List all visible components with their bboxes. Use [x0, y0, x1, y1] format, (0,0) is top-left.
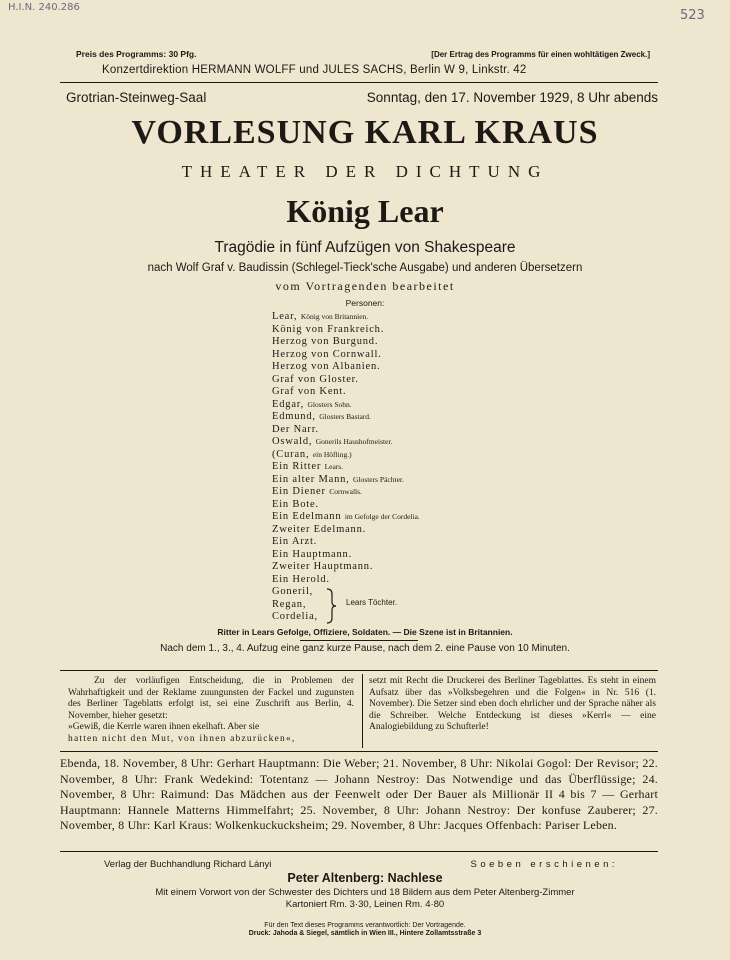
ebenda-bottom-rule [60, 851, 658, 852]
person-entry: König von Frankreich. [272, 323, 385, 335]
person-entry: Graf von Gloster. [272, 373, 359, 385]
person-entry: Ein Edelmann im Gefolge der Cordelia. [272, 511, 420, 522]
scene-note: Ritter in Lears Gefolge, Offiziere, Soldaten. — Die Szene ist in Britannien. [217, 627, 513, 637]
person-entry: Graf von Kent. [272, 386, 347, 397]
responsibility-note: Für den Text dieses Programms verantwortlich: Der Vortragende. [264, 922, 466, 929]
notice-quote-line: hatten nicht den Mut, von ihnen abzurücken«, [68, 733, 296, 744]
person-entry: Ein Hauptmann. [272, 548, 353, 560]
notice-quote-line: »Gewiß, die Kerrle waren ihnen ekelhaft. Aber sie [68, 722, 260, 732]
person-entry: Ein Arzt. [272, 536, 318, 547]
price-note: Preis des Programms: 30 Pfg. [76, 49, 197, 59]
daughter-entry: Goneril, [272, 586, 314, 597]
venue: Grotrian-Steinweg-Saal [66, 90, 207, 105]
play-genre: Tragödie in fünf Aufzügen von Shakespeare [214, 239, 516, 256]
person-entry: Edmund, Glosters Bastard. [272, 411, 371, 422]
notice-left-column [68, 676, 354, 745]
daughters-note: Lears Töchter. [346, 598, 397, 607]
printer-note: Druck: Jahoda & Siegel, sämtlich in Wien III., Hintere Zollamtsstraße 3 [248, 930, 482, 937]
notice-right-column [369, 676, 656, 734]
archive-signature: H.I.N. 240.286 [8, 2, 80, 13]
person-entry: Ein Bote. [272, 498, 319, 510]
person-entry: Ein Diener Cornwalls. [272, 486, 362, 497]
person-entry: Zweiter Hauptmann. [272, 561, 374, 572]
daughter-entry: Cordelia, [272, 611, 318, 622]
person-entry: Ein Herold. [272, 573, 330, 585]
person-entry: Edgar, Glosters Sohn. [272, 398, 352, 410]
notice-bottom-rule [60, 751, 658, 752]
person-entry: Zweiter Edelmann. [272, 523, 367, 535]
translation-credit: nach Wolf Graf v. Baudissin (Schlegel-Tieck'sche Ausgabe) und anderen Übersetzern [147, 262, 583, 274]
folio-number: 523 [680, 8, 705, 23]
person-entry: Oswald, Gonerils Haushofmeister. [272, 436, 393, 447]
daughter-entry: Regan, [272, 598, 307, 610]
book-description: Mit einem Vorwort von der Schwester des Dichters und 18 Bildern aus dem Peter Altenberg-Zimmer [155, 887, 575, 898]
book-title: Peter Altenberg: Nachlese [287, 871, 443, 885]
person-entry: Herzog von Burgund. [272, 336, 379, 347]
pause-note: Nach dem 1., 3., 4. Aufzug eine ganz kurze Pause, nach dem 2. eine Pause von 10 Minuten. [160, 643, 570, 654]
soeben-erschienen: Soeben erschienen: [470, 859, 618, 870]
concert-agency: Konzertdirektion HERMANN WOLFF und JULES SACHS, Berlin W 9, Linkstr. 42 [102, 64, 527, 76]
person-entry: Ein alter Mann, Glosters Pächter. [272, 473, 404, 485]
notice-top-rule [60, 670, 658, 671]
subtitle: THEATER DER DICHTUNG [181, 162, 549, 181]
person-entry: Lear, König von Britannien. [272, 311, 369, 322]
proceeds-note: [Der Ertrag des Programms für einen wohltätigen Zweck.] [431, 50, 650, 59]
notice-left-text: Zu der vorläufigen Entscheidung, die in Problemen der Wahrhaftigkeit und der Reklame zuungunsten der Fackel und zugunsten des Berliner Tageblatts erfolgt ist, sei eine Zuschrift aus Berlin, 4. November, hieher gesetzt: [68, 676, 354, 721]
header-rule [60, 82, 658, 83]
event-date: Sonntag, den 17. November 1929, 8 Uhr abends [366, 90, 658, 105]
play-title: König Lear [286, 193, 444, 229]
scene-underline [300, 640, 418, 641]
person-entry: Herzog von Albanien. [272, 361, 381, 372]
brace-icon [325, 588, 339, 624]
main-title: VORLESUNG KARL KRAUS [131, 114, 599, 151]
publisher-name: Verlag der Buchhandlung Richard Lányi [104, 859, 272, 870]
person-entry: Herzog von Cornwall. [272, 348, 382, 360]
persons-heading: Personen: [345, 298, 385, 308]
editor-credit: vom Vortragenden bearbeitet [275, 279, 455, 293]
person-entry: Der Narr. [272, 423, 319, 435]
notice-divider [362, 674, 363, 748]
upcoming-performances: Ebenda, 18. November, 8 Uhr: Gerhart Hauptmann: Die Weber; 21. November, 8 Uhr: Nikolai Gogol: Der Revisor; 22. November, 8 Uhr: Frank Wedekind: Totentanz — Johann Nestroy: Das Notwendige und das Überflüssige; 24. November, 8 Uhr: Raimund: Das Mädchen aus der Feenwelt oder Der Bauer als Millionär II 4 bis 7 — Gerhart Hauptmann: Hannele Matterns Himmelfahrt; 25. November, 8 Uhr: Johann Nestroy: Der konfuse Zauberer; 27. November, 8 Uhr: Karl Kraus: Wolkenkuckucksheim; 29. November, 8 Uhr: Jacques Offenbach: Pariser Leben. [60, 756, 658, 832]
book-price: Kartoniert Rm. 3·30, Leinen Rm. 4·80 [285, 899, 445, 910]
notice-right-text: setzt mit Recht die Druckerei des Berliner Tageblattes. Es steht in einem Aufsatz über das »Volksbegehren und die Folgen« in Nr. 516 (1. November). Die Setzer sind eben doch ehrlicher und der Sprache näher als die Schreiber. Welche Entdeckung ist dieses »Kerrl« — eine Analogiebildung zu Schufterle! [369, 676, 656, 732]
person-entry: (Curan, ein Höfling.) [272, 448, 352, 460]
person-entry: Ein Ritter Lears. [272, 461, 344, 472]
